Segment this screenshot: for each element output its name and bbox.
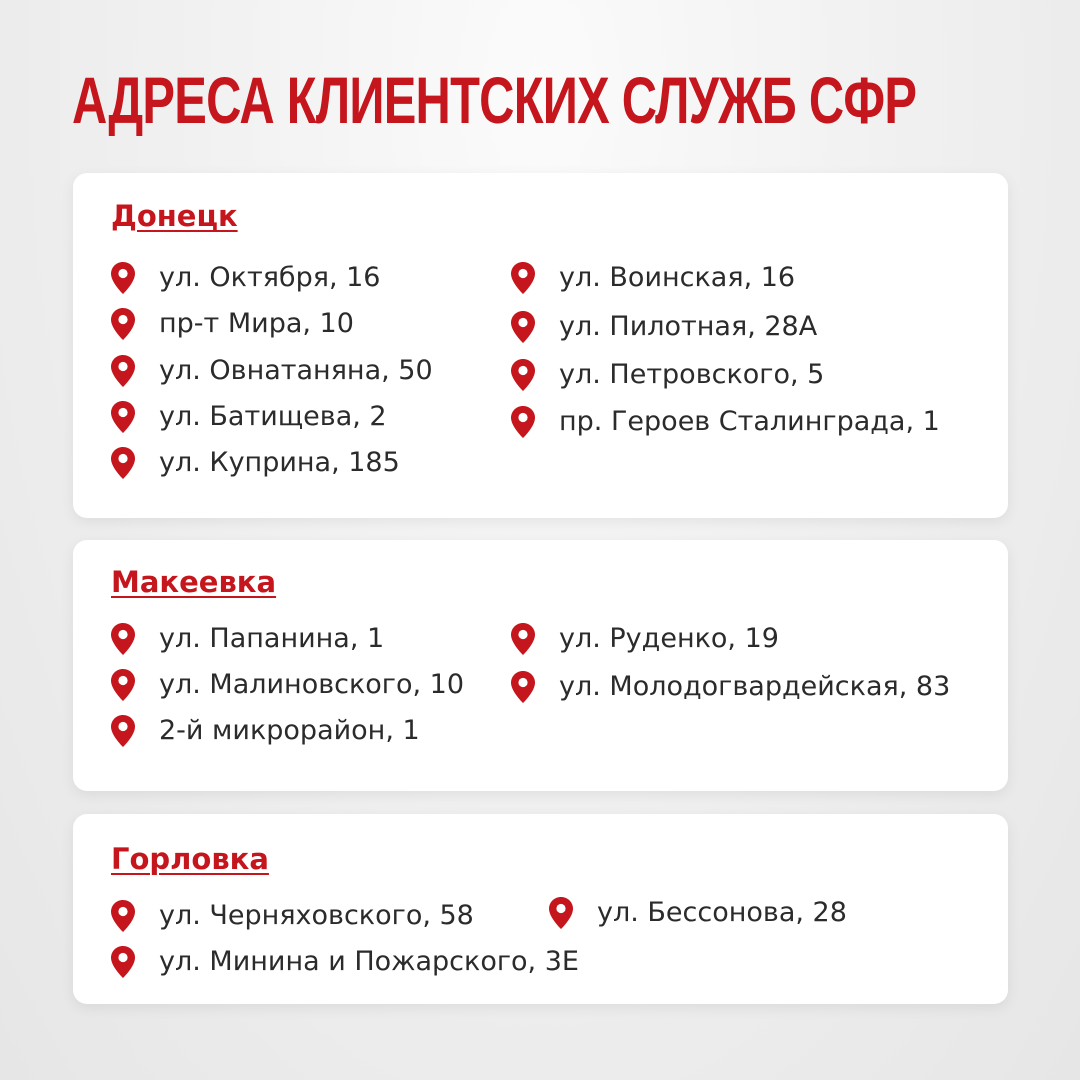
map-pin-icon — [509, 622, 537, 656]
city-card-makeevka — [73, 540, 1008, 791]
address-item: ул. Бессонова, 28 — [547, 896, 847, 930]
address-item: пр. Героев Сталинграда, 1 — [509, 405, 940, 439]
page-title: АДРЕСА КЛИЕНТСКИХ СЛУЖБ СФР — [72, 63, 917, 137]
map-pin-icon — [109, 668, 137, 702]
address-item: 2-й микрорайон, 1 — [109, 714, 420, 748]
address-item: ул. Петровского, 5 — [509, 358, 824, 392]
city-name: Макеевка — [111, 565, 277, 599]
address-item: ул. Минина и Пожарского, 3Е — [109, 945, 579, 979]
map-pin-icon — [509, 670, 537, 704]
address-item: ул. Пилотная, 28А — [509, 310, 817, 344]
map-pin-icon — [109, 400, 137, 434]
address-item: ул. Воинская, 16 — [509, 261, 795, 295]
address-item: ул. Октября, 16 — [109, 261, 380, 295]
city-card-gorlovka — [73, 814, 1008, 1004]
address-item: ул. Малиновского, 10 — [109, 668, 464, 702]
map-pin-icon — [109, 354, 137, 388]
address-item: ул. Куприна, 185 — [109, 446, 400, 480]
map-pin-icon — [109, 307, 137, 341]
address-item: ул. Овнатаняна, 50 — [109, 354, 433, 388]
address-item: ул. Батищева, 2 — [109, 400, 387, 434]
address-item: ул. Папанина, 1 — [109, 622, 384, 656]
map-pin-icon — [109, 261, 137, 295]
address-item: ул. Руденко, 19 — [509, 622, 779, 656]
map-pin-icon — [509, 405, 537, 439]
city-name: Донецк — [111, 199, 238, 233]
map-pin-icon — [109, 714, 137, 748]
address-item: ул. Черняховского, 58 — [109, 899, 474, 933]
map-pin-icon — [109, 446, 137, 480]
map-pin-icon — [509, 358, 537, 392]
address-item: ул. Молодогвардейская, 83 — [509, 670, 950, 704]
address-item: пр-т Мира, 10 — [109, 307, 354, 341]
city-card-donetsk — [73, 173, 1008, 518]
map-pin-icon — [109, 945, 137, 979]
city-name: Горловка — [111, 842, 269, 876]
map-pin-icon — [109, 899, 137, 933]
map-pin-icon — [509, 261, 537, 295]
map-pin-icon — [547, 896, 575, 930]
map-pin-icon — [509, 310, 537, 344]
map-pin-icon — [109, 622, 137, 656]
